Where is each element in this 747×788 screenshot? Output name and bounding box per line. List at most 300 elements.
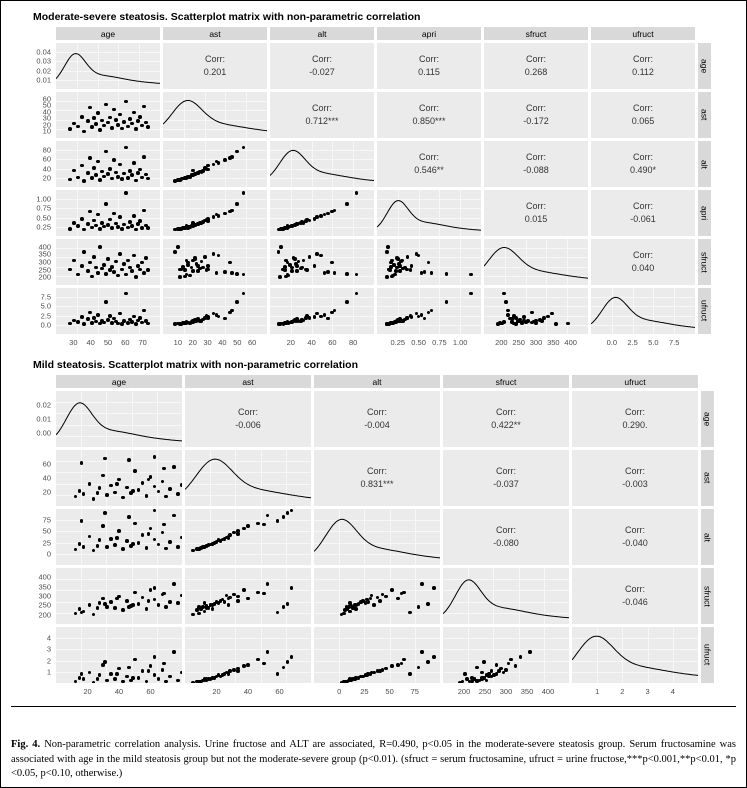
data-point	[242, 664, 246, 668]
data-point	[286, 511, 290, 515]
gridlines	[56, 509, 182, 565]
data-point	[276, 672, 280, 676]
data-point	[86, 222, 90, 226]
data-point	[183, 275, 187, 279]
data-point	[142, 155, 146, 159]
data-point	[211, 676, 215, 680]
data-point	[193, 319, 197, 323]
data-point	[88, 482, 92, 486]
data-point	[432, 586, 436, 590]
corr-value: 0.490*	[629, 165, 657, 175]
row-header-ufruct: ufruct	[698, 288, 711, 334]
data-point	[176, 492, 180, 496]
data-point	[112, 270, 116, 274]
data-point	[128, 169, 132, 173]
column-header-apri: apri	[377, 27, 481, 40]
data-point	[211, 603, 215, 607]
data-point	[262, 592, 266, 596]
corr-value: 0.268	[524, 67, 548, 77]
data-point	[530, 321, 534, 325]
data-point	[351, 606, 355, 610]
data-point	[546, 315, 550, 319]
data-point	[80, 115, 84, 119]
row-header-ast: ast	[698, 92, 711, 138]
data-point	[72, 169, 76, 173]
data-point	[228, 261, 232, 265]
corr-label: Corr:	[367, 406, 387, 417]
data-point	[80, 315, 84, 319]
data-point	[68, 178, 72, 182]
corr-label: Corr:	[633, 151, 653, 162]
data-point	[236, 599, 240, 603]
data-point	[146, 268, 150, 272]
data-point	[445, 272, 449, 276]
data-point	[502, 292, 506, 296]
data-point	[92, 166, 96, 170]
data-point	[384, 595, 388, 599]
correlation-age-ufruct	[591, 43, 695, 89]
density-curve	[314, 509, 440, 565]
data-point	[256, 522, 260, 526]
data-point	[540, 319, 544, 323]
corr-value: -0.027	[309, 67, 335, 77]
correlation-age-alt	[314, 391, 440, 447]
data-point	[82, 250, 86, 254]
corr-value: 0.290.	[622, 420, 648, 430]
data-point	[426, 602, 430, 606]
scatter-age-vs-ast	[56, 92, 160, 138]
scatterplot-matrix-mild	[11, 375, 736, 698]
data-point	[112, 212, 116, 216]
correlation-alt-sfruct	[443, 509, 569, 565]
data-point	[100, 267, 104, 271]
data-point	[103, 602, 107, 606]
data-point	[278, 228, 282, 232]
correlation-age-apri	[377, 43, 481, 89]
x-axis-alt: 20 40 60 80	[286, 338, 358, 347]
data-point	[172, 465, 176, 469]
scatter-age-vs-alt	[56, 141, 160, 187]
corr-label: Corr:	[496, 524, 516, 535]
data-point	[98, 245, 102, 249]
data-point	[146, 125, 150, 129]
data-point	[132, 111, 136, 115]
x-axis-ast: 20 40 60	[212, 687, 284, 696]
data-point	[176, 679, 180, 683]
data-point	[386, 245, 390, 249]
data-point	[82, 179, 86, 183]
data-point	[142, 309, 146, 313]
correlation-ast-alt	[314, 450, 440, 506]
data-point	[110, 177, 114, 181]
y-axis-ufruct: 0.0 2.5 5.0 7.5	[40, 292, 51, 330]
data-point	[147, 599, 151, 603]
data-point	[223, 270, 227, 274]
data-point	[430, 271, 434, 275]
density-ast	[185, 450, 311, 506]
column-header-age: age	[56, 27, 160, 40]
data-point	[290, 269, 294, 273]
data-point	[100, 119, 104, 123]
data-point	[445, 300, 449, 304]
data-point	[68, 268, 72, 272]
data-point	[146, 226, 150, 230]
data-point	[72, 122, 76, 126]
data-point	[369, 672, 373, 676]
data-point	[98, 128, 102, 132]
data-point	[519, 655, 523, 659]
column-header-alt: alt	[270, 27, 374, 40]
data-point	[98, 178, 102, 182]
data-point	[172, 650, 176, 654]
data-point	[402, 658, 406, 662]
data-point	[162, 592, 166, 596]
data-point	[313, 264, 317, 268]
data-point	[235, 300, 239, 304]
data-point	[164, 605, 168, 609]
data-point	[100, 221, 104, 225]
data-point	[122, 120, 126, 124]
data-point	[86, 119, 90, 123]
scatter-alt-vs-ufruct	[270, 288, 374, 334]
data-point	[178, 228, 182, 232]
column-header-ast: ast	[163, 27, 267, 40]
data-point	[232, 593, 236, 597]
data-point	[121, 608, 125, 612]
scatter-age-vs-sfruct	[56, 568, 182, 624]
data-point	[283, 268, 287, 272]
row-header-ast: ast	[701, 450, 714, 506]
data-point	[500, 322, 504, 326]
data-point	[138, 316, 142, 320]
density-ufruct	[591, 288, 695, 334]
data-point	[391, 274, 395, 278]
corr-label: Corr:	[526, 151, 546, 162]
data-point	[193, 224, 197, 228]
density-curve	[270, 141, 374, 187]
data-point	[205, 544, 209, 548]
data-point	[378, 599, 382, 603]
density-alt	[314, 509, 440, 565]
data-point	[127, 515, 131, 519]
correlation-ast-alt	[270, 92, 374, 138]
data-point	[480, 671, 484, 675]
column-header-age: age	[56, 375, 182, 388]
data-point	[133, 591, 137, 595]
data-point	[114, 171, 118, 175]
y-axis-age: 0.01 0.02 0.03 0.04	[36, 47, 51, 85]
data-point	[121, 547, 125, 551]
data-point	[201, 220, 205, 224]
data-point	[94, 122, 98, 126]
corr-value: -0.172	[523, 116, 549, 126]
row-header-alt: alt	[698, 141, 711, 187]
data-point	[286, 660, 290, 664]
data-point	[86, 269, 90, 273]
data-point	[134, 275, 138, 279]
density-apri	[377, 190, 481, 236]
corr-label: Corr:	[625, 465, 645, 476]
data-point	[124, 100, 128, 104]
data-point	[115, 482, 119, 486]
data-point	[326, 212, 330, 216]
row-header-apri: apri	[698, 190, 711, 236]
correlation-sfruct-ufruct	[572, 568, 698, 624]
corr-value: -0.080	[493, 538, 519, 548]
row-header-sfruct: sfruct	[701, 568, 714, 624]
data-point	[132, 161, 136, 165]
data-point	[109, 537, 113, 541]
data-point	[96, 677, 100, 681]
data-point	[92, 255, 96, 259]
data-point	[359, 675, 363, 679]
data-point	[304, 316, 308, 320]
data-point	[482, 660, 486, 664]
data-point	[522, 319, 526, 323]
data-point	[96, 544, 100, 548]
corr-value: -0.004	[364, 420, 390, 430]
data-point	[131, 542, 135, 546]
data-point	[286, 602, 290, 606]
caption-lead: Fig. 4.	[11, 739, 41, 751]
panel1-title: Moderate-severe steatosis. Scatterplot matrix with non-parametric correlation	[33, 11, 421, 23]
data-point	[68, 127, 72, 131]
data-point	[458, 681, 462, 683]
data-point	[372, 603, 376, 607]
row-header-alt: alt	[701, 509, 714, 565]
row-header-age: age	[698, 43, 711, 89]
data-point	[115, 536, 119, 540]
corr-label: Corr:	[526, 53, 546, 64]
data-point	[86, 171, 90, 175]
correlation-ast-ufruct	[591, 92, 695, 138]
data-point	[183, 268, 187, 272]
scatter-age-vs-ufruct	[56, 627, 182, 683]
data-point	[132, 214, 136, 218]
scatter-alt-vs-sfruct	[314, 568, 440, 624]
axis-corner	[31, 686, 53, 698]
data-point	[186, 226, 190, 230]
data-point	[230, 271, 234, 275]
data-point	[282, 605, 286, 609]
data-point	[178, 322, 182, 326]
data-point	[113, 677, 117, 681]
data-point	[183, 322, 187, 326]
data-point	[262, 662, 266, 666]
scatter-age-vs-apri	[56, 190, 160, 236]
data-point	[153, 455, 157, 459]
data-point	[176, 545, 180, 549]
data-point	[176, 245, 180, 249]
data-point	[144, 256, 148, 260]
data-point	[96, 491, 100, 495]
data-point	[130, 224, 134, 228]
corr-label: Corr:	[312, 53, 332, 64]
data-point	[405, 268, 409, 272]
data-point	[333, 271, 337, 275]
density-curve	[377, 190, 481, 236]
data-point	[186, 261, 190, 265]
scatter-age-vs-ast	[56, 450, 182, 506]
data-point	[118, 215, 122, 219]
data-point	[88, 156, 92, 160]
data-point	[168, 540, 172, 544]
data-point	[236, 669, 240, 673]
data-point	[110, 126, 114, 130]
corr-label: Corr:	[526, 200, 546, 211]
data-point	[475, 666, 479, 670]
scatter-apri-vs-sfruct	[377, 239, 481, 285]
data-point	[122, 262, 126, 266]
data-point	[354, 603, 358, 607]
data-point	[88, 603, 92, 607]
data-point	[463, 672, 467, 676]
data-point	[351, 677, 355, 681]
axis-corner	[701, 686, 714, 698]
data-point	[215, 600, 219, 604]
data-point	[130, 173, 134, 177]
data-point	[206, 219, 210, 223]
data-point	[82, 545, 86, 549]
data-point	[133, 658, 137, 662]
data-point	[432, 655, 436, 659]
data-point	[528, 650, 532, 654]
data-point	[217, 161, 221, 165]
data-point	[116, 274, 120, 278]
correlation-alt-apri	[377, 141, 481, 187]
y-axis-sfruct: 200 250 300 350 400	[38, 572, 51, 620]
density-curve	[163, 92, 267, 138]
gridlines	[270, 288, 374, 334]
caption-divider	[11, 706, 736, 707]
data-point	[145, 494, 149, 498]
correlation-sfruct-ufruct	[591, 239, 695, 285]
data-point	[223, 158, 227, 162]
data-point	[142, 209, 146, 213]
data-point	[145, 546, 149, 550]
data-point	[146, 322, 150, 326]
corr-value: 0.546**	[414, 165, 444, 175]
data-point	[120, 268, 124, 272]
data-point	[104, 300, 108, 304]
data-point	[183, 226, 187, 230]
data-point	[86, 317, 90, 321]
data-point	[138, 168, 142, 172]
data-point	[290, 655, 294, 659]
data-point	[330, 261, 334, 265]
data-point	[408, 672, 412, 676]
data-point	[80, 217, 84, 221]
data-point	[153, 673, 157, 677]
data-point	[420, 313, 424, 317]
data-point	[98, 227, 102, 231]
data-point	[180, 536, 182, 540]
data-point	[359, 600, 363, 604]
corr-label: Corr:	[625, 524, 645, 535]
data-point	[157, 603, 161, 607]
corr-label: Corr:	[312, 102, 332, 113]
data-point	[278, 275, 282, 279]
data-point	[191, 269, 195, 273]
scatter-ast-vs-alt	[185, 509, 311, 565]
data-point	[78, 676, 82, 680]
data-point	[197, 547, 201, 551]
y-axis-alt: 0 25 50 75	[42, 515, 51, 559]
data-point	[534, 321, 538, 325]
data-point	[215, 540, 219, 544]
correlation-apri-sfruct	[484, 190, 588, 236]
scatter-age-vs-sfruct	[56, 239, 160, 285]
data-point	[345, 272, 349, 276]
data-point	[121, 496, 125, 500]
x-axis-sfruct: 200 250 300 350 400	[457, 687, 555, 696]
corr-value: 0.112	[632, 67, 654, 77]
data-point	[354, 676, 358, 680]
data-point	[82, 130, 86, 134]
data-point	[127, 458, 131, 462]
row-header-ufruct: ufruct	[701, 627, 714, 683]
correlation-age-sfruct	[443, 391, 569, 447]
y-axis-ast: 10 20 30 40 50 60	[42, 94, 51, 136]
data-point	[110, 265, 114, 269]
data-point	[389, 261, 393, 265]
density-curve	[56, 43, 160, 89]
data-point	[242, 588, 246, 592]
matrix-corner	[31, 27, 53, 40]
scatter-apri-vs-ufruct	[377, 288, 481, 334]
data-point	[236, 532, 240, 536]
data-point	[105, 493, 109, 497]
scatter-alt-vs-sfruct	[270, 239, 374, 285]
row-header-age: age	[701, 391, 714, 447]
data-point	[378, 669, 382, 673]
scatter-ast-vs-sfruct	[185, 568, 311, 624]
density-curve	[185, 450, 311, 506]
data-point	[90, 176, 94, 180]
data-point	[385, 250, 389, 254]
data-point	[246, 524, 250, 528]
data-point	[221, 673, 225, 677]
data-point	[106, 257, 110, 261]
data-point	[197, 680, 201, 683]
density-alt	[270, 141, 374, 187]
data-point	[130, 269, 134, 273]
y-axis-ufruct: 1 2 3 4	[46, 633, 51, 677]
data-point	[80, 264, 84, 268]
data-point	[495, 672, 499, 676]
data-point	[127, 605, 131, 609]
caption-text: Non-parametric correlation analysis. Urine fructose and ALT are associated, R=0.490, p<0.05 in the moderate-severe steatosis group. Serum fructosamine was associated with age in the mild steatosis group but not the moderate-severe group (p<0.01). (sfruct = serum fructosamine, ufruct = urine fructose,***p<0.001,**p<0.01, *p <0.05, p<0.10, otherwise.)	[11, 739, 736, 779]
corr-value: 0.850***	[412, 116, 446, 126]
gridlines	[314, 627, 440, 683]
data-point	[566, 322, 570, 326]
data-point	[141, 533, 145, 537]
correlation-age-ast	[163, 43, 267, 89]
x-axis-ufruct: 0.0 2.5 5.0 7.5	[606, 338, 680, 347]
x-axis-ufruct: 1 2 3 4	[595, 687, 675, 696]
y-axis-age: 0.00 0.01 0.02	[36, 400, 51, 438]
scatter-ast-vs-alt	[163, 141, 267, 187]
data-point	[109, 672, 113, 676]
correlation-age-ast	[185, 391, 311, 447]
density-ufruct	[572, 627, 698, 683]
gridlines	[56, 239, 160, 285]
data-point	[420, 650, 424, 654]
data-point	[554, 322, 558, 326]
data-point	[262, 523, 266, 527]
row-header-sfruct: sfruct	[698, 239, 711, 285]
density-ast	[163, 92, 267, 138]
